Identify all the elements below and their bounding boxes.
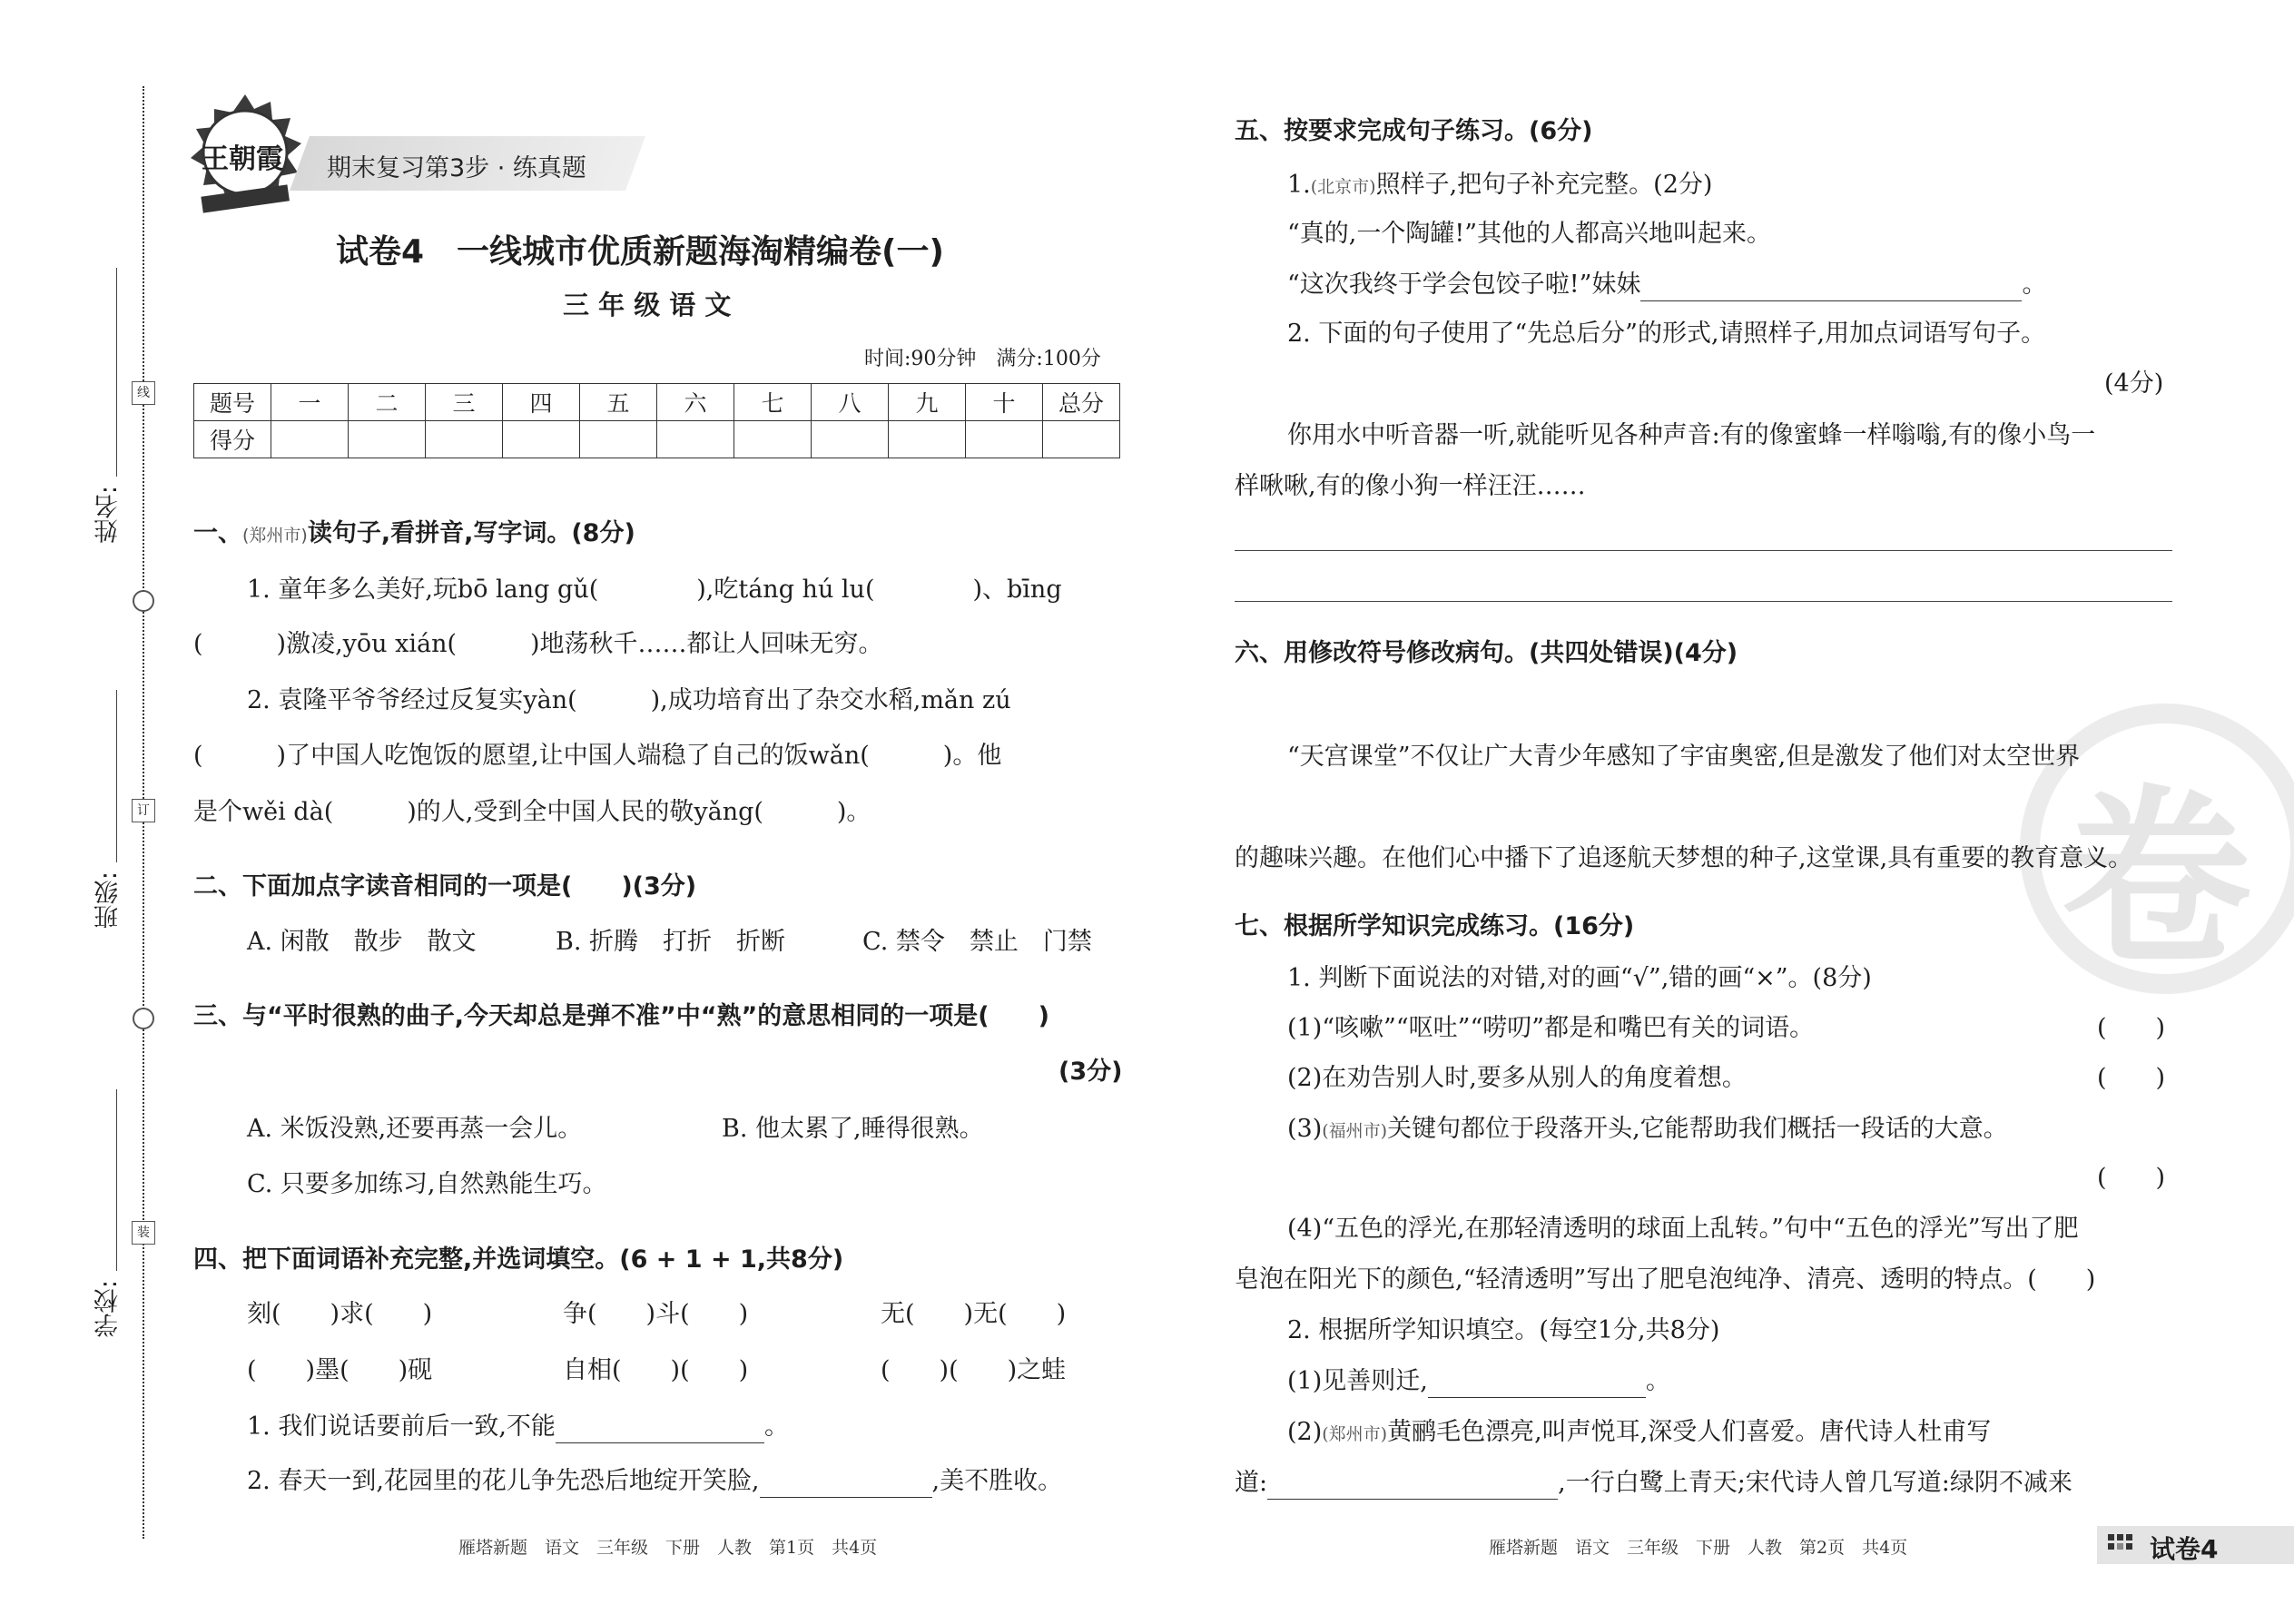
score-table: [193, 383, 1120, 458]
q6-line-1: “天宫课堂”不仅让广大青少年感知了宇宙奥密,但是激发了他们对太空世界: [1287, 743, 2081, 771]
page-subtitle: 三 年 级 语 文: [563, 290, 732, 320]
q1-line-3: 2. 袁隆平爷爷经过反复实yàn( ),成功培育出了杂交水稻,mǎn zú: [247, 686, 1011, 714]
q4-word-4[interactable]: ( )墨( )砚: [247, 1356, 433, 1384]
school-field[interactable]: [116, 1089, 117, 1271]
logo-text: 王朝霞: [202, 143, 283, 175]
q7-judge-1-answer[interactable]: ( ): [2097, 1014, 2166, 1042]
footer-left: 雁塔新题 语文 三年级 下册 人教 第1页 共4页: [458, 1538, 878, 1558]
score-header-row: [194, 384, 1120, 421]
q4-word-6[interactable]: ( )( )之蛙: [881, 1356, 1067, 1384]
score-cell[interactable]: [580, 421, 657, 458]
q7-fill-2-line-1: (2)(郑州市)黄鹂毛色漂亮,叫声悦耳,深受人们喜爱。唐代诗人杜甫写: [1287, 1418, 1992, 1446]
q1-line-5: 是个wěi dà( )的人,受到全中国人民的敬yǎng( )。: [193, 798, 871, 826]
q7-title: 七、根据所学知识完成练习。(16分): [1235, 912, 1635, 940]
q4-title: 四、把下面词语补充完整,并选词填空。(6 + 1 + 1,共8分): [193, 1245, 844, 1274]
q5-paragraph-2: 样啾啾,有的像小狗一样汪汪……: [1235, 472, 1586, 500]
q4-blank-2[interactable]: [760, 1473, 932, 1498]
class-field[interactable]: [116, 690, 117, 862]
q2-title: 二、下面加点字读音相同的一项是( )(3分): [193, 872, 697, 901]
header-cell: 十: [966, 384, 1043, 421]
answer-line[interactable]: [1235, 550, 2172, 551]
score-cell[interactable]: [734, 421, 812, 458]
q3-score: (3分): [1058, 1058, 1123, 1086]
q5-paragraph-1: 你用水中听音器一听,就能听见各种声音:有的像蜜蜂一样嗡嗡,有的像小鸟一: [1287, 421, 2096, 449]
page-title: 试卷4 一线城市优质新题海淘精编卷(一): [336, 233, 944, 271]
header-cell: 题号: [194, 384, 271, 421]
score-cell[interactable]: [889, 421, 966, 458]
score-cell[interactable]: [657, 421, 734, 458]
q2-option-c[interactable]: C. 禁令 禁止 门禁: [862, 928, 1092, 956]
q1-line-1: 1. 童年多么美好,玩bō lang gǔ( ),吃táng hú lu( )、bīng: [247, 576, 1062, 604]
school-label: 学校:: [94, 1280, 123, 1338]
binding-strip: [0, 0, 182, 1624]
header-cell: 九: [889, 384, 966, 421]
score-cell[interactable]: [426, 421, 503, 458]
name-field[interactable]: [116, 268, 117, 477]
footer-right: 雁塔新题 语文 三年级 下册 人教 第2页 共4页: [1489, 1538, 1908, 1558]
q3-option-a[interactable]: A. 米饭没熟,还要再蒸一会儿。: [247, 1115, 583, 1143]
q1-line-4: ( )了中国人吃饱饭的愿望,让中国人端稳了自己的饭wǎn( )。他: [193, 742, 1002, 770]
q4-word-5[interactable]: 自相( )( ): [563, 1356, 749, 1384]
q5-part-2-score: (4分): [2104, 369, 2164, 398]
header-cell: 一: [271, 384, 349, 421]
q4-word-1[interactable]: 刻( )求( ): [247, 1300, 433, 1328]
q5-part-1: 1.(北京市)照样子,把句子补充完整。(2分): [1287, 171, 1713, 199]
q7-part-1: 1. 判断下面说法的对错,对的画“√”,错的画“×”。(8分): [1287, 964, 1872, 992]
class-label: 班级:: [94, 871, 123, 930]
q7-judge-2-answer[interactable]: ( ): [2097, 1064, 2166, 1092]
score-row-label: 得分: [194, 421, 271, 458]
binding-ring-icon: [133, 590, 154, 612]
q7-blank-2[interactable]: [1267, 1475, 1558, 1500]
header-cell: 五: [580, 384, 657, 421]
score-cell[interactable]: [349, 421, 426, 458]
q1-title: 一、(郑州市)读句子,看拼音,写字词。(8分): [193, 519, 635, 547]
q5-blank[interactable]: [1640, 277, 2022, 301]
q4-word-2[interactable]: 争( )斗( ): [563, 1300, 749, 1328]
q3-title: 三、与“平时很熟的曲子,今天却总是弹不准”中“熟”的意思相同的一项是( ): [193, 1002, 1049, 1030]
q7-part-2: 2. 根据所学知识填空。(每空1分,共8分): [1287, 1316, 1720, 1344]
banner-label: 期末复习第3步 · 练真题: [327, 154, 586, 182]
q5-fill-line: “这次我终于学会包饺子啦!”妹妹 。: [1287, 269, 2046, 301]
score-cell[interactable]: [966, 421, 1043, 458]
q6-line-2: 的趣味兴趣。在他们心中播下了追逐航天梦想的种子,这堂课,具有重要的教育意义。: [1235, 844, 2133, 872]
q2-option-a[interactable]: A. 闲散 散步 散文: [247, 928, 477, 956]
header-cell: 二: [349, 384, 426, 421]
score-cell[interactable]: [812, 421, 889, 458]
q7-fill-2-line-2: 道: ,一行白鹭上青天;宋代诗人曾几写道:绿阴不减来: [1235, 1467, 2072, 1500]
q6-title: 六、用修改符号修改病句。(共四处错误)(4分): [1235, 639, 1738, 667]
watermark-glyph: 卷: [2061, 768, 2252, 990]
q7-judge-2: (2)在劝告别人时,要多从别人的角度着想。: [1287, 1064, 1747, 1092]
q7-blank-1[interactable]: [1428, 1373, 1646, 1398]
q5-part-2: 2. 下面的句子使用了“先总后分”的形式,请照样子,用加点词语写句子。: [1287, 320, 2046, 348]
cut-mark-xian: 线: [132, 381, 155, 405]
q7-judge-3-answer[interactable]: ( ): [2097, 1164, 2166, 1192]
header-cell: 三: [426, 384, 503, 421]
header-cell: 四: [503, 384, 580, 421]
answer-line[interactable]: [1235, 601, 2172, 602]
q7-judge-4-line-1: (4)“五色的浮光,在那轻清透明的球面上乱转。”句中“五色的浮光”写出了肥: [1287, 1215, 2079, 1243]
exam-tag-label: 试卷4: [2150, 1534, 2219, 1564]
header-cell: 八: [812, 384, 889, 421]
q4-blank-1[interactable]: [556, 1419, 764, 1443]
q7-fill-1: (1)见善则迁, 。: [1287, 1365, 1670, 1398]
header-cell: 总分: [1043, 384, 1120, 421]
name-label: 姓名:: [94, 486, 123, 544]
q5-title: 五、按要求完成句子练习。(6分): [1235, 117, 1593, 145]
header-cell: 七: [734, 384, 812, 421]
q1-line-2: ( )激凌,yōu xián( )地荡秋千……都让人回味无穷。: [193, 630, 883, 658]
q7-judge-1: (1)“咳嗽”“呕吐”“唠叨”都是和嘴巴有关的词语。: [1287, 1014, 1815, 1042]
q5-example: “真的,一个陶罐!”其他的人都高兴地叫起来。: [1287, 220, 1772, 248]
q7-judge-3: (3)(福州市)关键句都位于段落开头,它能帮助我们概括一段话的大意。: [1287, 1115, 2008, 1143]
q3-option-b[interactable]: B. 他太累了,睡得很熟。: [722, 1115, 984, 1143]
header-cell: 六: [657, 384, 734, 421]
cut-mark-zhuang: 装: [132, 1221, 155, 1245]
q2-option-b[interactable]: B. 折腾 打折 折断: [556, 928, 786, 956]
q4-sentence-2: 2. 春天一到,花园里的花儿争先恐后地绽开笑脸, ,美不胜收。: [247, 1465, 1062, 1498]
score-input-row: [194, 421, 1120, 458]
q3-option-c[interactable]: C. 只要多加练习,自然熟能生巧。: [247, 1170, 607, 1198]
q7-judge-4-line-2: 皂泡在阳光下的颜色,“轻清透明”写出了肥皂泡纯净、清亮、透明的特点。( ): [1235, 1265, 2096, 1294]
score-cell[interactable]: [503, 421, 580, 458]
score-cell[interactable]: [1043, 421, 1120, 458]
binding-ring-icon: [133, 1008, 154, 1029]
q4-sentence-1: 1. 我们说话要前后一致,不能 。: [247, 1411, 789, 1443]
grid-dots-icon: [2108, 1534, 2139, 1556]
exam-meta: 时间:90分钟 满分:100分: [864, 348, 1101, 370]
cut-mark-ding: 订: [132, 799, 155, 822]
q4-word-3[interactable]: 无( )无( ): [881, 1300, 1067, 1328]
score-cell[interactable]: [271, 421, 349, 458]
